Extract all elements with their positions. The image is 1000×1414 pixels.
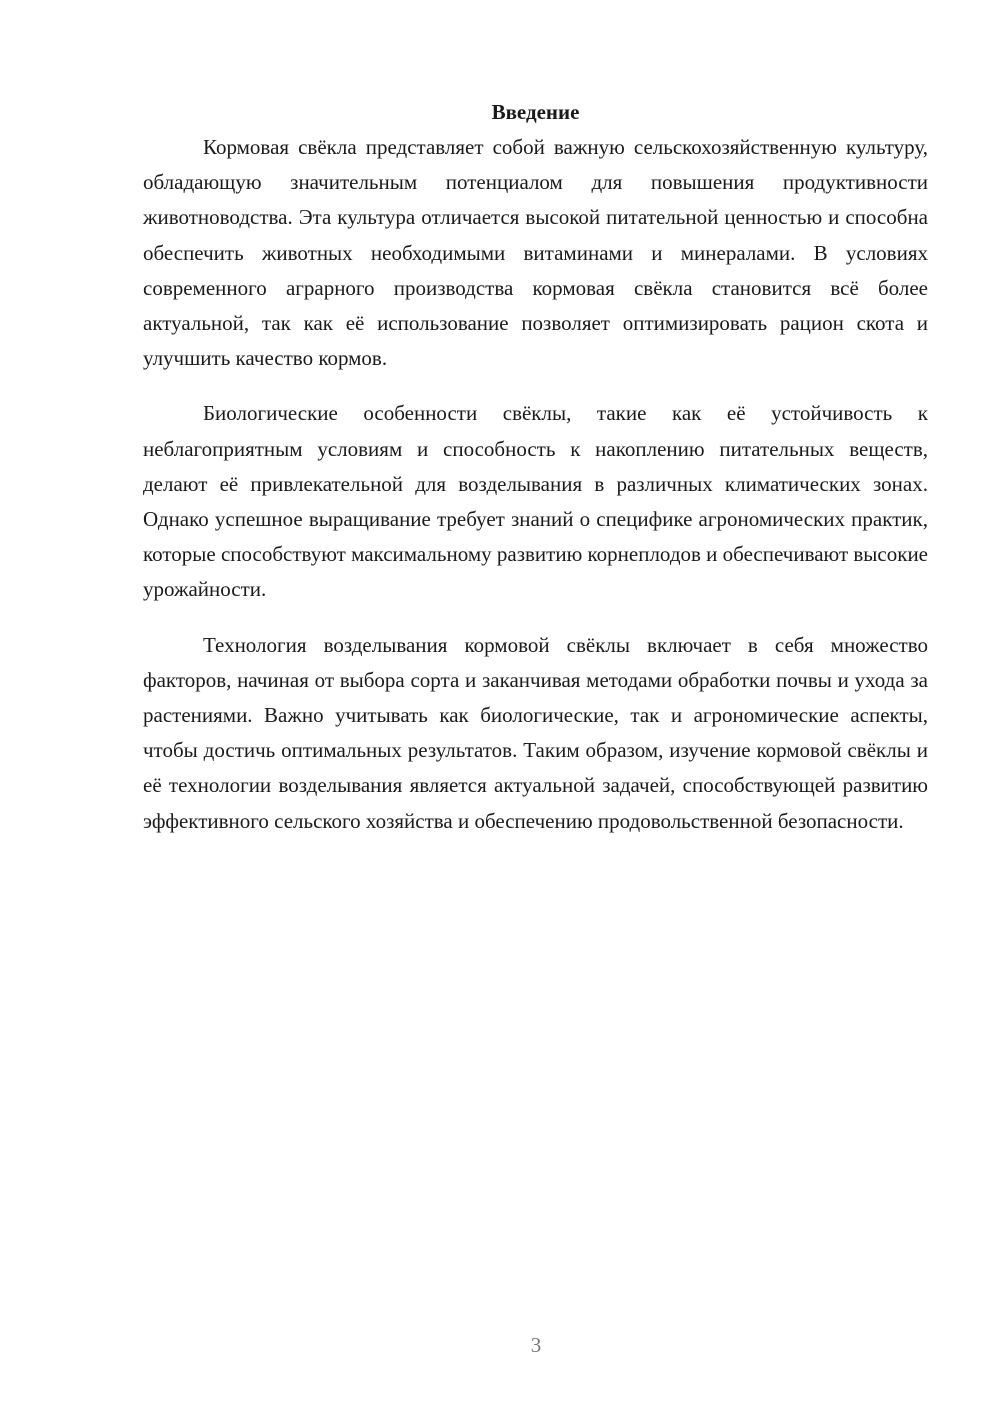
paragraph-1: Кормовая свёкла представляет собой важную сельскохозяйственную культуру, обладающую значительным потенциалом для повышения продуктивности животноводства. Эта культура отличается высокой питательной ценностью и способна обеспечить животных необходимыми витаминами и минералами. В условиях современного аграрного производства кормовая свёкла становится всё более актуальной, так как её использование позволяет оптимизировать рацион скота и улучшить качество кормов. bbox=[143, 135, 928, 371]
document-page bbox=[143, 94, 928, 839]
section-heading: Введение bbox=[491, 100, 580, 124]
page-number: 3 bbox=[530, 1333, 542, 1357]
paragraph-3: Технология возделывания кормовой свёклы включает в себя множество факторов, начиная от выбора сорта и заканчивая методами обработки почвы и ухода за растениями. Важно учитывать как биологические, так и агрономические аспекты, чтобы достичь оптимальных результатов. Таким образом, изучение кормовой свёклы и её технологии возделывания является актуальной задачей, способствующей развитию эффективного сельского хозяйства и обеспечению продовольственной безопасности. bbox=[143, 632, 928, 833]
paragraph-2: Биологические особенности свёклы, такие как её устойчивость к неблагоприятным условиям и способность к накоплению питательных веществ, делают её привлекательной для возделывания в различных климатических зонах. Однако успешное выращивание требует знаний о специфике агрономических практик, которые способствуют максимальному развитию корнеплодов и обеспечивают высокие урожайности. bbox=[143, 401, 928, 602]
